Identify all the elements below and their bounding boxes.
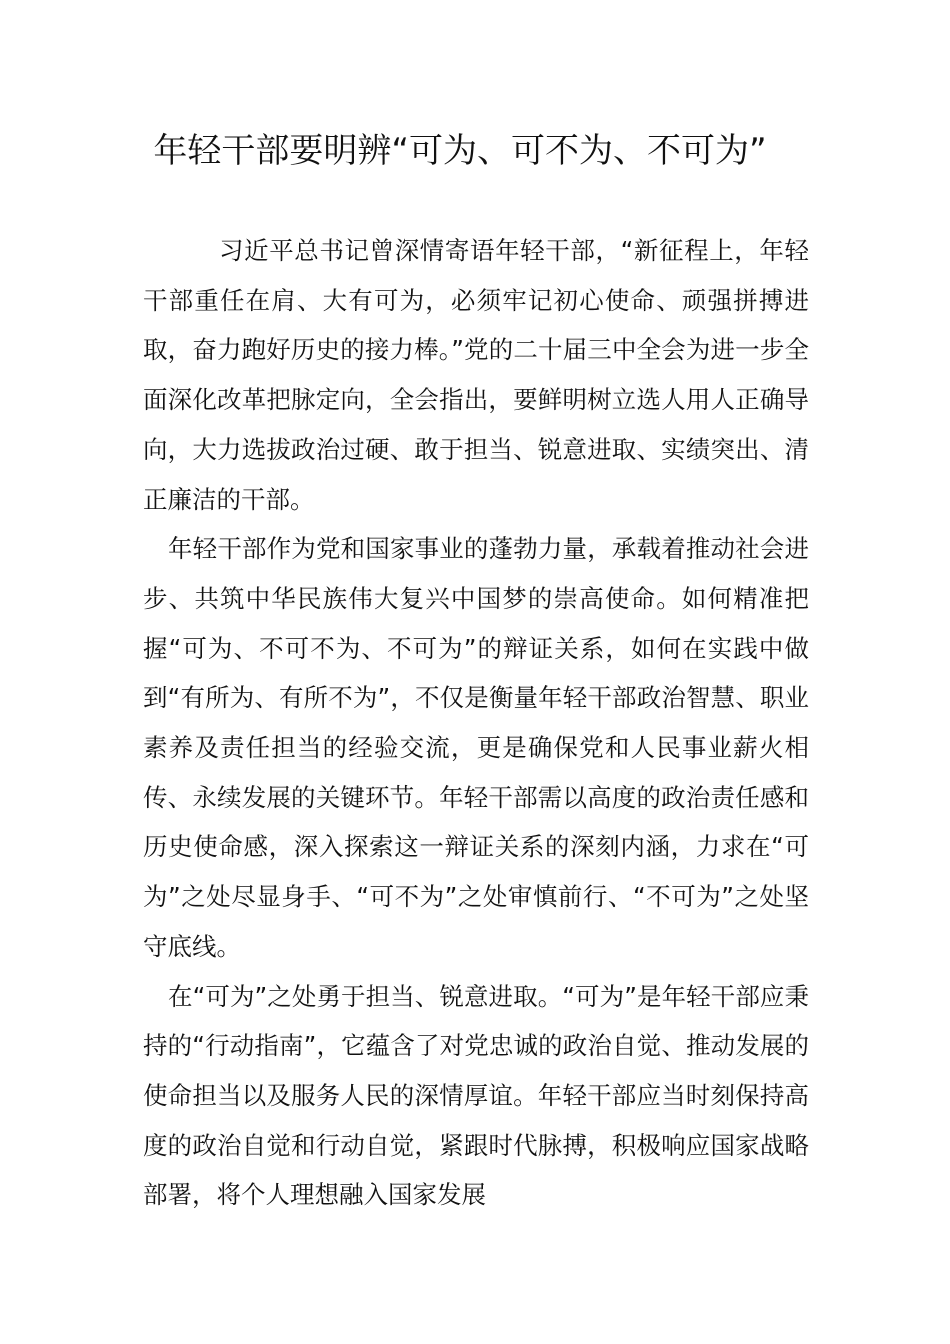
document-title: 年轻干部要明辨“可为、可不为、不可为” (153, 131, 767, 171)
paragraph-2: 年轻干部作为党和国家事业的蓬勃力量，承载着推动社会进步、共筑中华民族伟大复兴中国梦的崇高使命。如何精准把握“可为、不可不为、不可为”的辩证关系，如何在实践中做到“有所为、有所不为”，不仅是衡量年轻干部政治智慧、职业素养及责任担当的经验交流，更是确保党和人民事业薪火相传、永续发展的关键环节。年轻干部需以高度的政治责任感和历史使命感，深入探索这一辩证关系的深刻内涵，力求在“可为”之处尽显身手、“可不为”之处审慎前行、“不可为”之处坚守底线。 (143, 534, 809, 961)
paragraph-1: 习近平总书记曾深情寄语年轻干部，“新征程上，年轻干部重任在肩、大有可为，必须牢记初心使命、顽强拼搏进取，奋力跑好历史的接力棒。”党的二十届三中全会为进一步全面深化改革把脉定向，全会指出，要鲜明树立选人用人正确导向，大力选拔政治过硬、敢于担当、锐意进取、实绩突出、清正廉洁的干部。 (143, 236, 809, 514)
document-body (143, 226, 809, 1220)
paragraph-3: 在“可为”之处勇于担当、锐意进取。“可为”是年轻干部应秉持的“行动指南”，它蕴含了对党忠诚的政治自觉、推动发展的使命担当以及服务人民的深情厚谊。年轻干部应当时刻保持高度的政治自觉和行动自觉，紧跟时代脉搏，积极响应国家战略部署，将个人理想融入国家发展 (143, 981, 809, 1210)
